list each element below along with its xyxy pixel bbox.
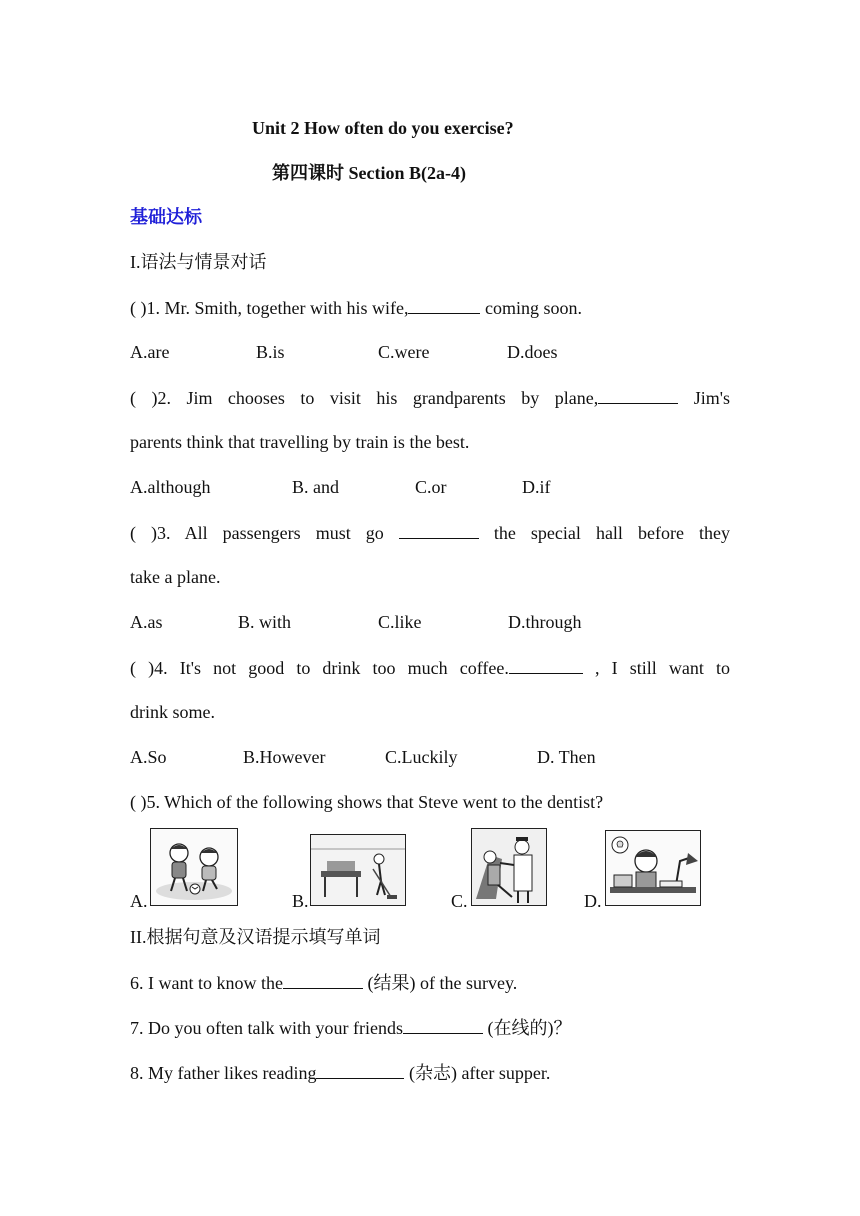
option-b: B.is bbox=[256, 342, 285, 362]
question-2-suffix: Jim's bbox=[678, 388, 730, 408]
part1-heading: I.语法与情景对话 bbox=[130, 252, 267, 272]
option-c: C.Luckily bbox=[385, 747, 458, 767]
question-3-line2: take a plane. bbox=[130, 567, 221, 587]
answer-blank[interactable] bbox=[403, 1016, 483, 1034]
question-2-prefix: ( )2. Jim chooses to visit his grandparents by plane, bbox=[130, 388, 599, 408]
option-c: C. bbox=[451, 891, 468, 911]
question-7-suffix: (在线的)？ bbox=[482, 1018, 572, 1038]
answer-blank[interactable] bbox=[316, 1061, 404, 1079]
part2-heading: II.根据句意及汉语提示填写单词 bbox=[130, 927, 381, 947]
question-2 bbox=[130, 386, 730, 409]
option-c: C.like bbox=[378, 612, 422, 632]
answer-blank[interactable] bbox=[598, 386, 678, 404]
question-1 bbox=[130, 296, 582, 319]
answer-blank[interactable] bbox=[399, 521, 479, 539]
question-6-suffix: (结果) of the survey. bbox=[362, 973, 518, 993]
question-4-prefix: ( )4. It's not good to drink too much coffee. bbox=[130, 658, 509, 678]
question-7 bbox=[130, 1016, 571, 1039]
option-a: A.are bbox=[130, 342, 170, 362]
studying-at-desk-picture bbox=[605, 830, 701, 906]
question-1-suffix: coming soon. bbox=[480, 298, 582, 318]
cleaning-classroom-picture bbox=[310, 834, 406, 906]
answer-blank[interactable] bbox=[283, 971, 363, 989]
option-c: C.or bbox=[415, 477, 447, 497]
question-3 bbox=[130, 521, 730, 544]
question-7-prefix: 7. Do you often talk with your friends bbox=[130, 1018, 403, 1038]
option-a: A.So bbox=[130, 747, 167, 767]
option-a: A.as bbox=[130, 612, 163, 632]
dentist-visit-picture bbox=[471, 828, 547, 906]
option-c: C.were bbox=[378, 342, 430, 362]
children-playing-football-picture bbox=[150, 828, 238, 906]
option-d: D.through bbox=[508, 612, 582, 632]
answer-blank[interactable] bbox=[408, 296, 480, 314]
option-d: D.does bbox=[507, 342, 558, 362]
page-title: Unit 2 How often do you exercise? bbox=[252, 118, 514, 138]
option-b: B. with bbox=[238, 612, 292, 632]
question-5: ( )5. Which of the following shows that Steve went to the dentist? bbox=[130, 792, 604, 812]
question-8 bbox=[130, 1061, 550, 1084]
question-8-prefix: 8. My father likes reading bbox=[130, 1063, 317, 1083]
option-b: B.However bbox=[243, 747, 326, 767]
option-b: B. and bbox=[292, 477, 339, 497]
question-8-suffix: (杂志) after supper. bbox=[404, 1063, 551, 1083]
option-d: D.if bbox=[522, 477, 551, 497]
question-1-prefix: ( )1. Mr. Smith, together with his wife, bbox=[130, 298, 409, 318]
option-a: A.although bbox=[130, 477, 211, 497]
option-d: D. Then bbox=[537, 747, 596, 767]
question-6 bbox=[130, 971, 517, 994]
question-4-line2: drink some. bbox=[130, 702, 215, 722]
section-basic-heading: 基础达标 bbox=[130, 207, 202, 227]
question-3-prefix: ( )3. All passengers must go bbox=[130, 523, 399, 543]
option-a: A. bbox=[130, 891, 148, 911]
answer-blank[interactable] bbox=[509, 656, 583, 674]
option-d: D. bbox=[584, 891, 602, 911]
question-4 bbox=[130, 656, 730, 679]
question-3-suffix: the special hall before they bbox=[478, 523, 730, 543]
question-2-line2: parents think that travelling by train is the best. bbox=[130, 432, 470, 452]
question-6-prefix: 6. I want to know the bbox=[130, 973, 283, 993]
option-b: B. bbox=[292, 891, 309, 911]
page-subtitle: 第四课时 Section B(2a-4) bbox=[272, 163, 466, 183]
question-4-suffix: , I still want to bbox=[582, 658, 730, 678]
